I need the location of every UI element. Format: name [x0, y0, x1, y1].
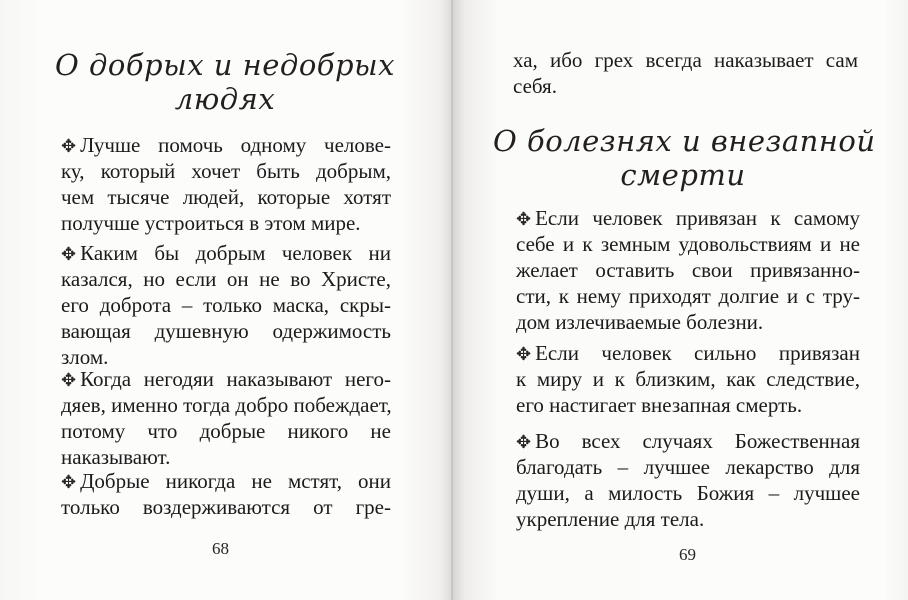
text-line: злом.	[61, 345, 109, 369]
text-line: Каким бы добрым человек ни	[80, 241, 391, 265]
left-paragraph-4	[61, 468, 391, 520]
right-title-line-2: смерти	[620, 158, 746, 192]
text-line: Лучше помочь одному челове-	[80, 133, 391, 157]
text-line: Когда негодяи наказывают него-	[80, 367, 391, 391]
left-page-title	[40, 48, 410, 116]
text-line: к миру и к близким, как следствие,	[516, 367, 860, 391]
page-number-left: 68	[212, 539, 229, 558]
fleuron-bullet-icon: ✥	[516, 344, 532, 364]
text-line: дом излечиваемые болезни.	[516, 310, 764, 334]
text-line: его доброта – только маска, скры-	[61, 293, 391, 317]
text-line: укрепление для тела.	[516, 507, 705, 531]
right-paragraph-3	[516, 428, 860, 532]
right-continuation	[513, 47, 858, 99]
right-title-line-1: О болезнях и внезапной	[493, 124, 876, 158]
text-line: его настигает внезапная смерть.	[516, 393, 803, 417]
text-line: потому что добрые никого не	[61, 419, 391, 443]
text-line: Во всех случаях Божественная	[535, 429, 860, 453]
page-number-right: 69	[679, 545, 696, 564]
left-title-line-1: О добрых и недобрых	[54, 48, 396, 82]
left-paragraph-1	[61, 132, 391, 236]
text-line: благодать – лучшее лекарство для	[516, 455, 860, 479]
fleuron-bullet-icon: ✥	[61, 370, 77, 390]
text-line: Если человек привязан к самому	[535, 206, 860, 230]
text-line: желает оставить свои привязанно-	[516, 258, 860, 282]
right-paragraph-2	[516, 340, 860, 418]
text-line: Добрые никогда не мстят, они	[80, 469, 391, 493]
text-line: чем тысяче людей, которые хотят	[61, 185, 391, 209]
text-line: дяев, именно тогда добро побеждает,	[61, 393, 392, 417]
text-line: сти, к нему приходят долгие и с тру-	[516, 284, 860, 308]
fleuron-bullet-icon: ✥	[516, 432, 532, 452]
left-title-line-2: людях	[174, 82, 276, 116]
text-line: души, а милость Божия – лучшее	[516, 481, 860, 505]
right-page-title	[493, 124, 876, 192]
fleuron-bullet-icon: ✥	[516, 209, 532, 229]
text-line: ха, ибо грех всегда наказывает сам	[513, 48, 858, 72]
text-line: себя.	[513, 74, 557, 98]
left-paragraph-2	[61, 240, 391, 370]
text-line: ку, который хочет быть добрым,	[61, 159, 391, 183]
right-paragraph-1	[516, 205, 860, 335]
text-line: только воздерживаются от гре-	[61, 495, 391, 519]
text-line: казался, но если он не во Христе,	[61, 267, 391, 291]
text-line: Если человек сильно привязан	[535, 341, 860, 365]
text-line: получше устроиться в этом мире.	[61, 211, 361, 235]
fleuron-bullet-icon: ✥	[61, 244, 77, 264]
left-page	[0, 0, 452, 600]
text-line: себе и к земным удовольствиям и не	[516, 232, 860, 256]
fleuron-bullet-icon: ✥	[61, 136, 77, 156]
fleuron-bullet-icon: ✥	[61, 472, 77, 492]
right-page	[453, 0, 908, 600]
text-line: наказывают.	[61, 445, 171, 469]
text-line: вающая душевную одержимость	[61, 319, 391, 343]
left-paragraph-3	[61, 366, 391, 470]
